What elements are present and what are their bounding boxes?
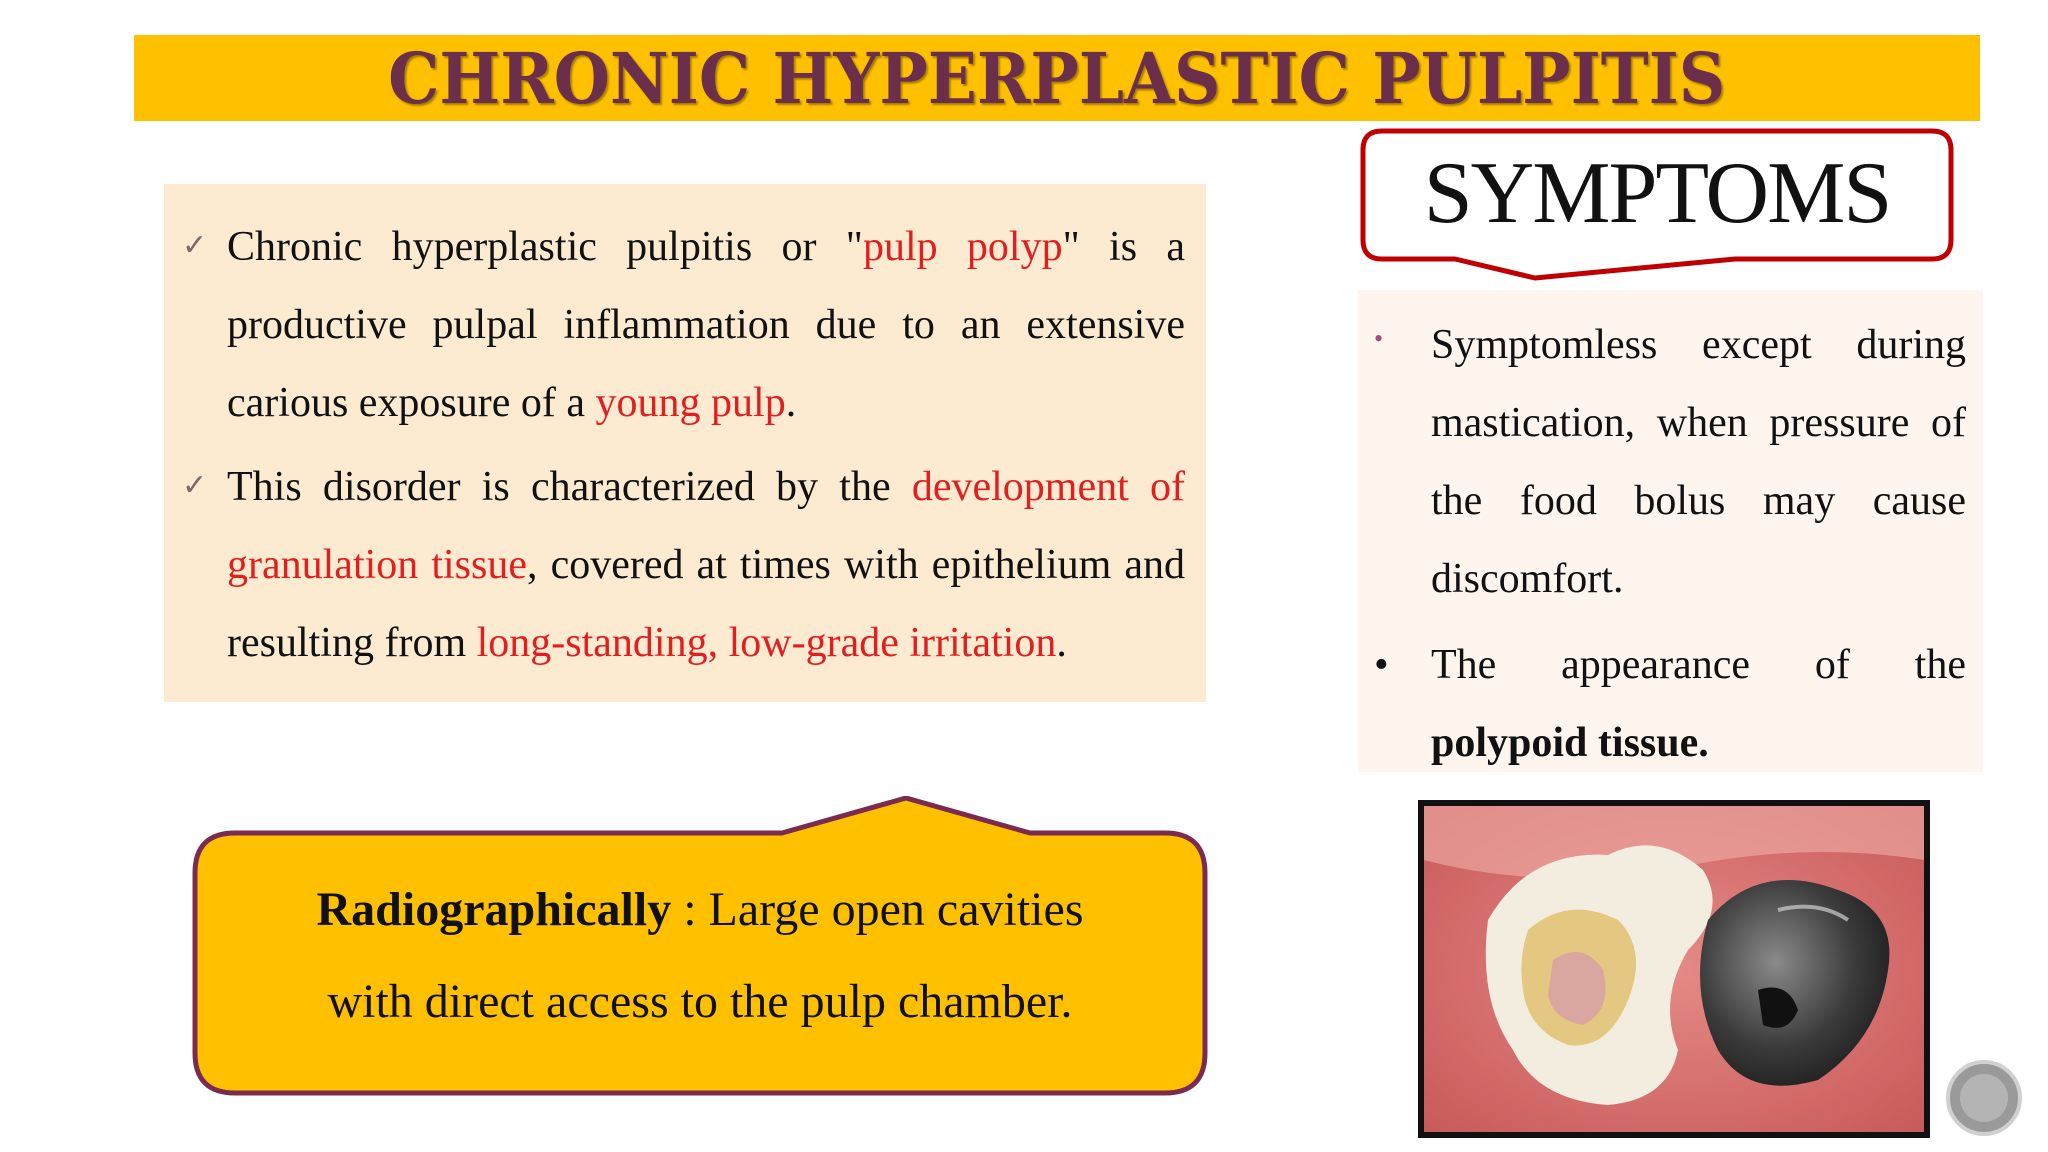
definition-item [164, 208, 1206, 442]
symptoms-list [1358, 306, 1983, 782]
symptoms-heading: SYMPTOMS [1423, 145, 1891, 242]
title-banner [134, 35, 1980, 121]
text-segment: " is a productive pulpal inflammation due to an extensive carious exposure of a [227, 224, 1185, 426]
text-segment: development of granulation tissue [227, 464, 1185, 588]
text-segment: , covered at times with epithelium and resulting from [227, 542, 1186, 666]
radiograph-line-1 [190, 864, 1210, 956]
text-segment: Chronic hyperplastic pulpitis or " [227, 224, 863, 270]
slide-nav-inner-icon [1960, 1074, 2008, 1122]
symptom-text [1431, 306, 1966, 618]
text-segment: long-standing, low-grade irritation [476, 620, 1057, 666]
check-mark-icon: ✓ [182, 469, 208, 502]
text-segment: . [1056, 620, 1067, 666]
symptoms-header-callout [1360, 128, 1954, 263]
radiograph-line-2: with direct access to the pulp chamber. [327, 975, 1073, 1028]
check-mark-icon: ✓ [182, 229, 208, 262]
text-segment: young pulp [595, 380, 786, 426]
definition-list [164, 208, 1206, 682]
definition-text [227, 448, 1185, 682]
slide-nav-circle-icon[interactable] [1946, 1060, 2022, 1136]
text-segment: This disorder is characterized by the [227, 464, 912, 510]
symptoms-panel [1358, 290, 1983, 772]
pulp-polyp-photo [1418, 800, 1930, 1138]
radiograph-line-1-text: Large open cavities [708, 883, 1084, 936]
symptom-text [1431, 626, 1966, 782]
radiograph-separator: : [671, 883, 709, 936]
tooth-photo-illustration [1418, 800, 1930, 1138]
symptom-item [1358, 626, 1983, 782]
definition-panel [164, 184, 1206, 702]
bullet-icon: • [1374, 324, 1384, 353]
definition-text [227, 208, 1185, 442]
text-segment: Symptomless except during mastication, when pressure of the food bolus may cause discomfort. [1431, 322, 1966, 602]
radiograph-text [190, 864, 1210, 1048]
definition-item [164, 448, 1206, 682]
bullet-icon: • [1374, 642, 1389, 688]
radiograph-label: Radiographically [316, 883, 672, 936]
symptom-item [1358, 306, 1983, 618]
text-segment: . [1698, 720, 1709, 766]
text-segment: pulp polyp [862, 224, 1063, 270]
text-segment: . [785, 380, 797, 426]
text-segment: The appearance of the [1431, 642, 1966, 688]
radiograph-callout [190, 796, 1210, 1098]
text-segment: polypoid tissue [1431, 720, 1699, 766]
slide-title: CHRONIC HYPERPLASTIC PULPITIS [388, 37, 1726, 120]
